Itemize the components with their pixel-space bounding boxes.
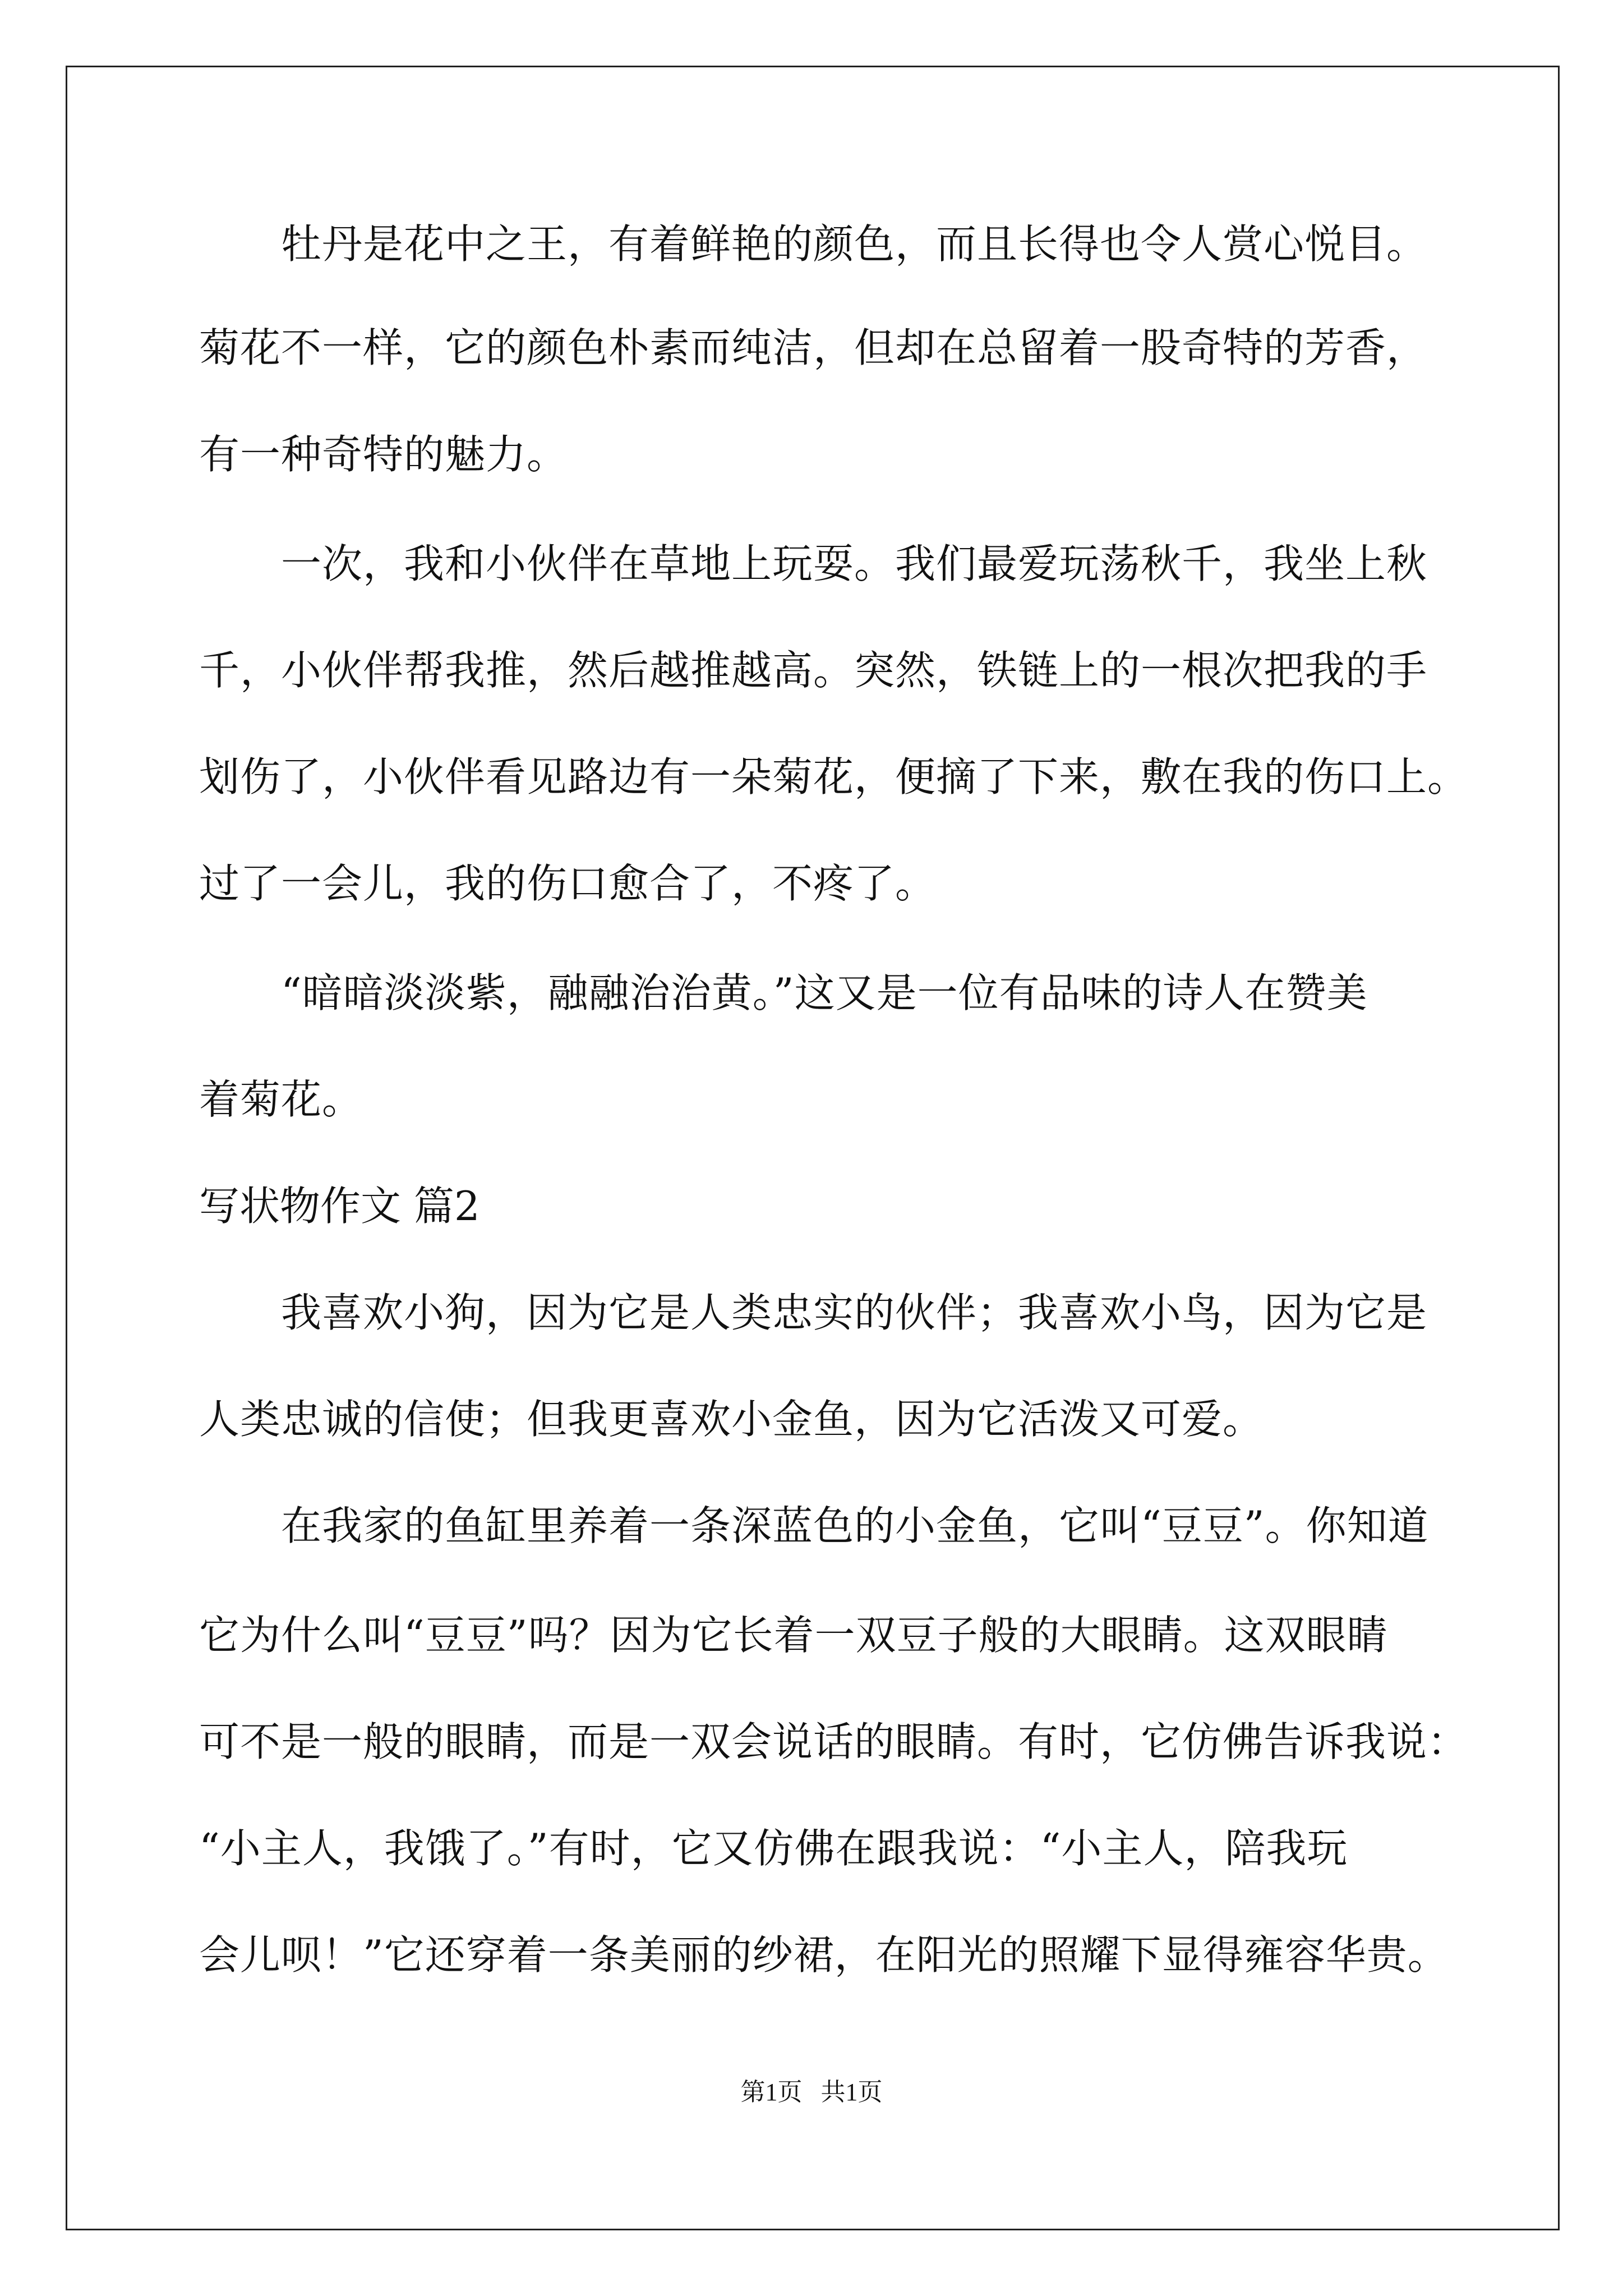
page-border xyxy=(66,66,1560,2230)
page-footer: 第1页 共1页 xyxy=(740,2078,883,2106)
paragraph-line: 有一种奇特的魅力。 xyxy=(199,431,568,478)
paragraph-line: 过了一会儿，我的伤口愈合了，不疼了。 xyxy=(199,860,937,907)
paragraph-line: 划伤了，小伙伴看见路边有一朵菊花，便摘了下来，敷在我的伤口上。 xyxy=(199,753,1469,800)
paragraph-line: 人类忠诚的信使；但我更喜欢小金鱼，因为它活泼又可爱。 xyxy=(199,1396,1264,1443)
paragraph-line: 会儿呗！”它还穿着一条美丽的纱裙，在阳光的照耀下显得雍容华贵。 xyxy=(199,1931,1449,1978)
paragraph-line: 着菊花。 xyxy=(199,1076,363,1123)
paragraph-line: 它为什么叫“豆豆”吗？因为它长着一双豆子般的大眼睛。这双眼睛 xyxy=(199,1612,1388,1659)
paragraph-line: “暗暗淡淡紫，融融治治黄。”这又是一位有品味的诗人在赞美 xyxy=(199,969,1368,1016)
paragraph-line: 一次，我和小伙伴在草地上玩耍。我们最爱玩荡秋千，我坐上秋 xyxy=(199,540,1428,587)
paragraph-line: “小主人，我饿了。”有时，它又仿佛在跟我说：“小主人，陪我玩 xyxy=(199,1825,1348,1872)
paragraph-line: 千，小伙伴帮我推，然后越推越高。突然，铁链上的一根次把我的手 xyxy=(199,647,1428,694)
paragraph-line: 牡丹是花中之王，有着鲜艳的颜色，而且长得也令人赏心悦目。 xyxy=(199,220,1428,268)
paragraph-line: 菊花不一样，它的颜色朴素而纯洁，但却在总留着一股奇特的芳香， xyxy=(199,324,1428,371)
paragraph-line: 在我家的鱼缸里养着一条深蓝色的小金鱼，它叫“豆豆”。你知道 xyxy=(199,1502,1429,1549)
paragraph-line: 我喜欢小狗，因为它是人类忠实的伙伴；我喜欢小鸟，因为它是 xyxy=(199,1289,1428,1336)
section-heading: 写状物作文 篇2 xyxy=(199,1182,480,1230)
paragraph-line: 可不是一般的眼睛，而是一双会说话的眼睛。有时，它仿佛告诉我说： xyxy=(199,1718,1469,1765)
